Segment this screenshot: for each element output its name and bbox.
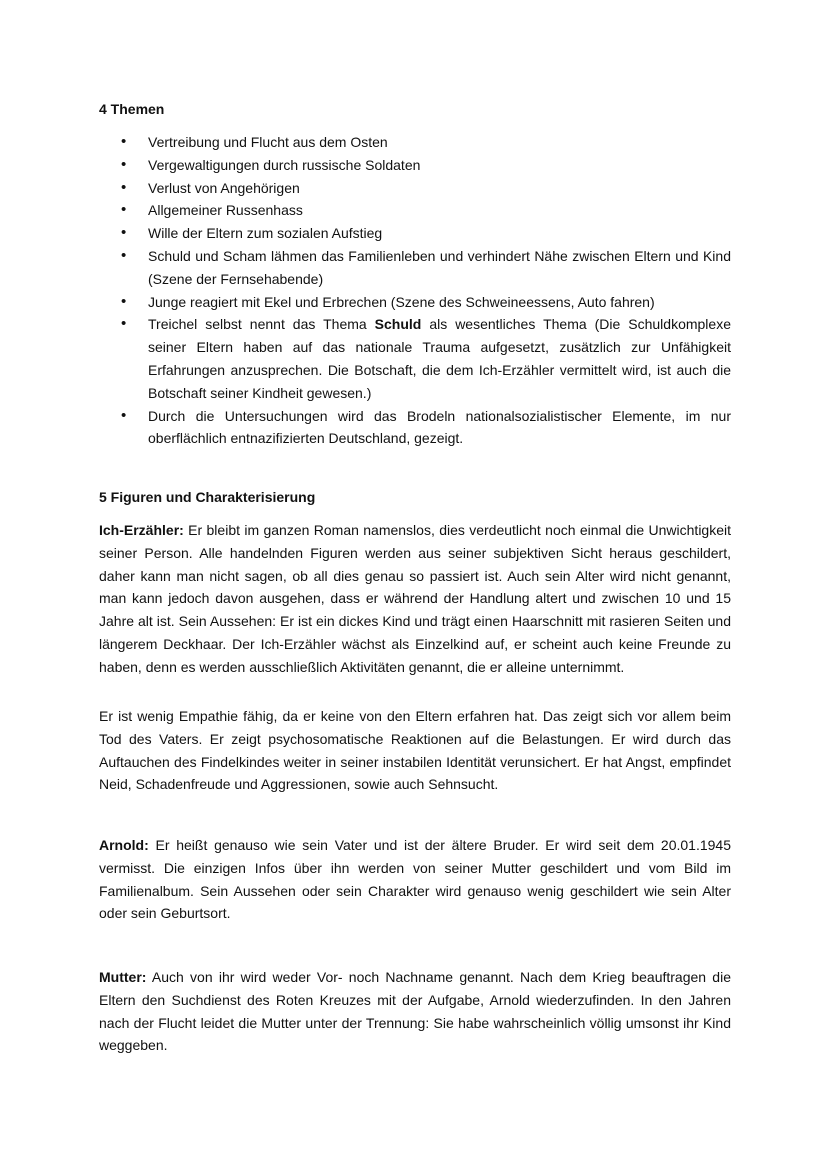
label-ich-erzaehler: Ich-Erzähler: — [99, 522, 184, 538]
paragraph-mutter — [99, 966, 731, 1057]
paragraph-text: Er heißt genauso wie sein Vater und ist der ältere Bruder. Er wird seit dem 20.01.1945 vermisst. Die einzigen Infos über ihn werden von seiner Mutter geschildert und vom Bild im Familienalbum. Sein Aussehen oder sein Charakter wird genauso wenig geschildert wie sein Alter oder sein Geburtsort. — [99, 837, 731, 922]
paragraph-ich-erzaehler-2: Er ist wenig Empathie fähig, da er keine von den Eltern erfahren hat. Das zeigt sich vor allem beim Tod des Vaters. Er zeigt psychosomatische Reaktionen auf die Belastungen. Er wird durch das Auftauchen des Findelkindes weiter in seiner instabilen Identität verunsichert. Er hat Angst, empfindet Neid, Schadenfreude und Aggressionen, sowie auch Sehnsucht. — [99, 708, 731, 793]
list-item: • Vertreibung und Flucht aus dem Osten — [99, 131, 731, 154]
list-item: • Junge reagiert mit Ekel und Erbrechen (Szene des Schweineessens, Auto fahren) — [99, 291, 731, 314]
list-item — [99, 313, 731, 404]
list-item: • Durch die Untersuchungen wird das Brodeln nationalsozialistischer Elemente, im nur oberflächlich entnazifizierten Deutschland, gezeigt. — [99, 405, 731, 451]
paragraph-text: Er bleibt im ganzen Roman namenslos, dies verdeutlicht noch einmal die Unwichtigkeit seiner Person. Alle handelnden Figuren werden aus seiner subjektiven Sicht heraus geschildert, daher kann man nicht sagen, ob all dies genau so passiert ist. Auch sein Alter wird nicht genannt, man kann jedoch davon ausgehen, dass er während der Handlung altert und zwischen 10 und 15 Jahre alt ist. Sein Aussehen: Er ist ein dickes Kind und trägt einen Haarschnitt mit rasieren Seiten und längerem Deckhaar. Der Ich-Erzähler wächst als Einzelkind auf, er scheint auch keine Freunde zu haben, denn es werden ausschließlich Aktivitäten genannt, die er alleine unternimmt. — [99, 522, 731, 675]
paragraph-ich-erzaehler — [99, 519, 731, 679]
list-item: • Allgemeiner Russenhass — [99, 199, 731, 222]
section-heading-figuren: 5 Figuren und Charakterisierung — [99, 489, 316, 505]
list-item-text: Treichel selbst nennt das Thema — [148, 316, 375, 333]
themes-list — [99, 131, 731, 450]
list-item: • Schuld und Scham lähmen das Familienleben und verhindert Nähe zwischen Eltern und Kind (Szene der Fernsehabende) — [99, 245, 731, 291]
list-item-text: als wesentliches Thema (Die Schuldkomplexe seiner Eltern haben auf das nationale Trauma aufgesetzt, zusätzlich zur Unfähigkeit Erfahrungen anzusprechen. Die Botschaft, die dem Ich-Erzähler vermittelt wird, ist auch die Botschaft seiner Kindheit gewesen.) — [148, 316, 731, 401]
section-heading-themen: 4 Themen — [99, 101, 165, 117]
label-arnold: Arnold: — [99, 837, 149, 853]
list-item: • Wille der Eltern zum sozialen Aufstieg — [99, 222, 731, 245]
list-item: • Vergewaltigungen durch russische Soldaten — [99, 154, 731, 177]
label-mutter: Mutter: — [99, 969, 147, 985]
paragraph-text: Auch von ihr wird weder Vor- noch Nachname genannt. Nach dem Krieg beauftragen die Eltern den Suchdienst des Roten Kreuzes mit der Aufgabe, Arnold wiederzufinden. In den Jahren nach der Flucht leidet die Mutter unter der Trennung: Sie habe wahrscheinlich völlig umsonst ihr Kind weggeben. — [99, 969, 731, 1054]
list-item: • Verlust von Angehörigen — [99, 177, 731, 200]
emphasis-schuld: Schuld — [374, 316, 422, 333]
paragraph-arnold — [99, 834, 731, 925]
